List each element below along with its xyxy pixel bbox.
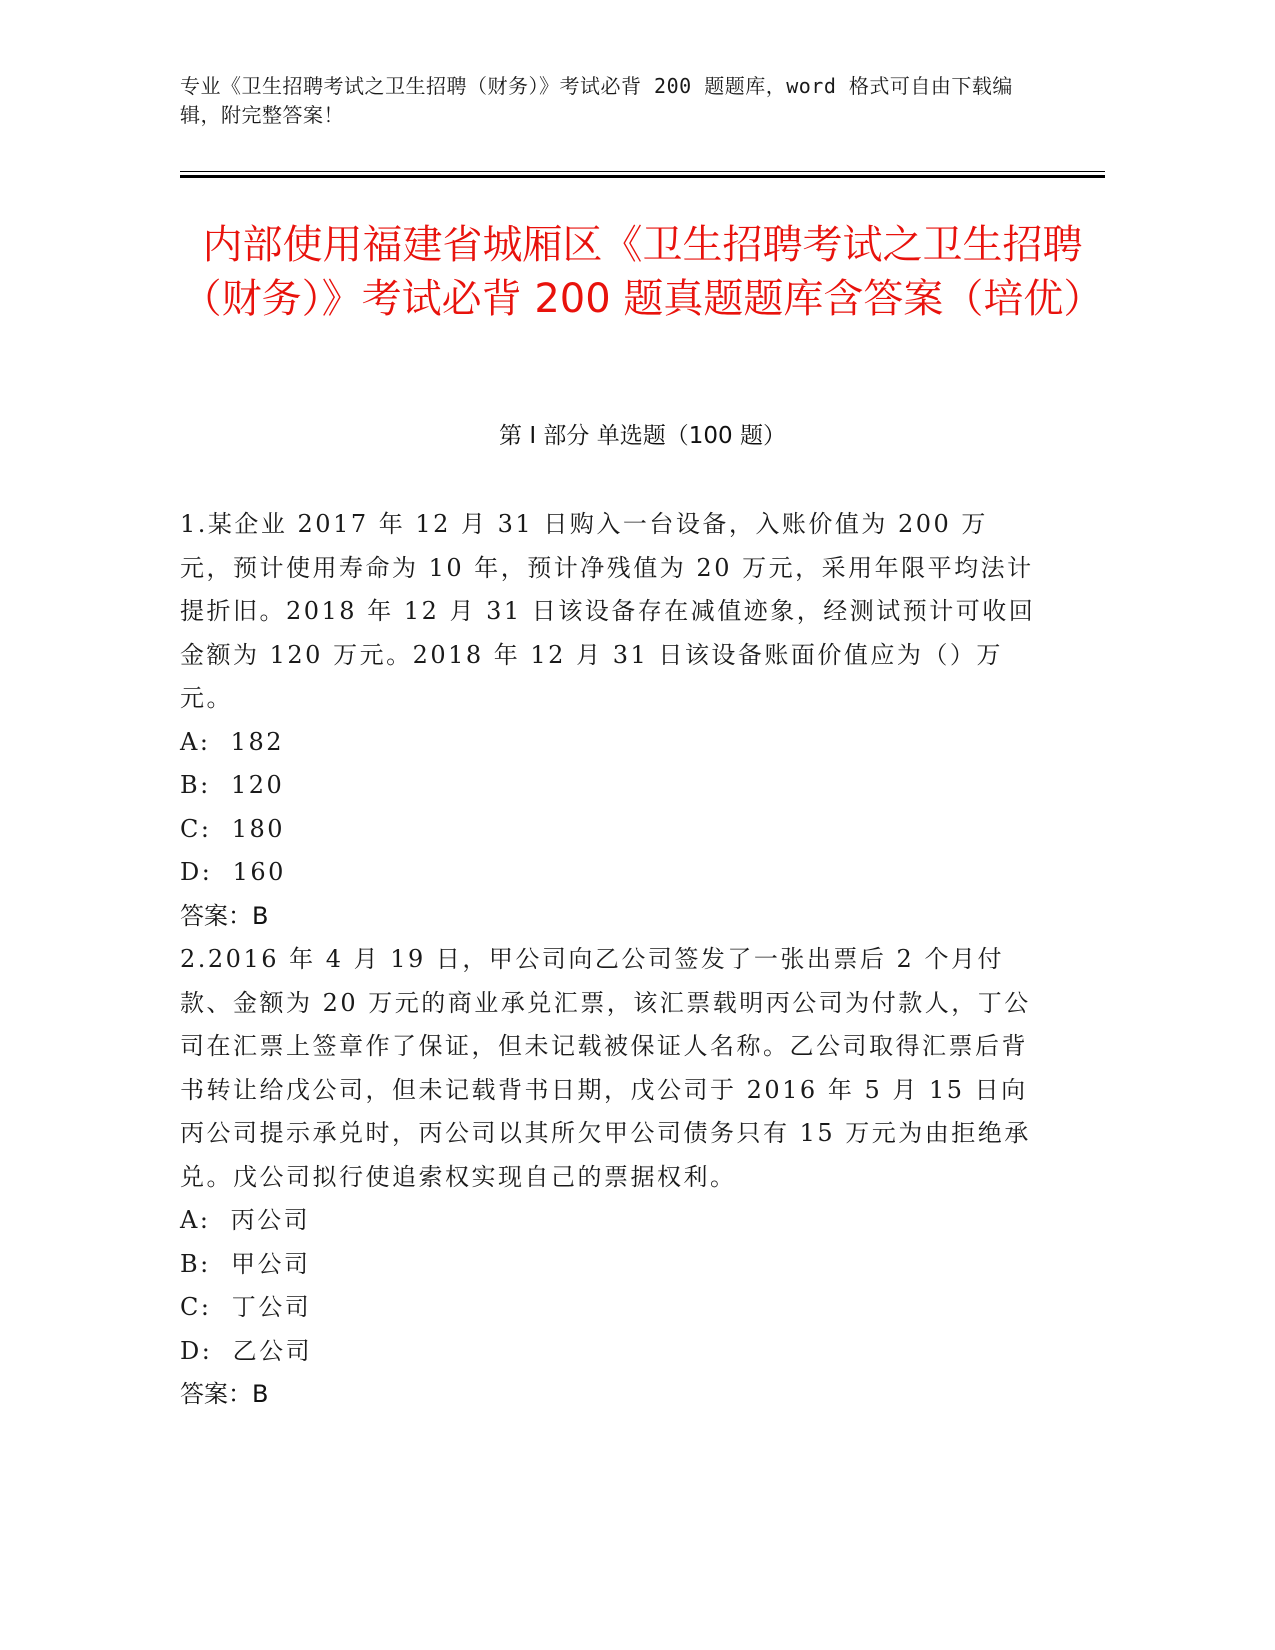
header-divider-thin <box>180 171 1105 172</box>
option-a: A: 丙公司 <box>180 1206 311 1234</box>
answer: 答案：B <box>180 1380 269 1408</box>
header-note: 专业《卫生招聘考试之卫生招聘（财务）》考试必背 200 题题库，word 格式可自由下载编辑，附完整答案！ <box>180 74 1013 127</box>
option-d: D: 160 <box>180 858 286 886</box>
header-divider-thick <box>180 175 1105 178</box>
option-b: B: 120 <box>180 771 285 799</box>
option-a: A: 182 <box>180 727 284 756</box>
answer: 答案：B <box>180 901 269 930</box>
question-stem: 1.某企业 2017 年 12 月 31 日购入一台设备，入账价值为 200 万元，预计使用寿命为 10 年，预计净残值为 20 万元，采用年限平均法计提折旧。2018 年 12 月 31 日该设备存在减值迹象，经测试预计可收回金额为 120 万元。2018 年 12 月 31 日该设备账面价值应为（）万元。 <box>180 510 1036 712</box>
option-b: B: 甲公司 <box>180 1249 311 1278</box>
question-2 <box>180 938 1040 1417</box>
option-c: C: 180 <box>180 814 286 843</box>
option-c: C: 丁公司 <box>180 1293 312 1321</box>
document-title: 内部使用福建省城厢区《卫生招聘考试之卫生招聘（财务）》考试必背 200 题真题题库含答案（培优） <box>181 222 1104 322</box>
question-1 <box>180 503 1040 938</box>
option-d: D: 乙公司 <box>180 1336 313 1365</box>
question-stem: 2.2016 年 4 月 19 日，甲公司向乙公司签发了一张出票后 2 个月付款、金额为 20 万元的商业承兑汇票，该汇票载明丙公司为付款人，丁公司在汇票上签章作了保证，但未记载被保证人名称。乙公司取得汇票后背书转让给戊公司，但未记载背书日期，戊公司于 2016 年 5 月 15 日向丙公司提示承兑时，丙公司以其所欠甲公司债务只有 15 万元为由拒绝承兑。戊公司拟行使追索权实现自己的票据权利。 <box>180 945 1031 1191</box>
section-heading: 第 I 部分 单选题（100 题） <box>499 423 786 449</box>
